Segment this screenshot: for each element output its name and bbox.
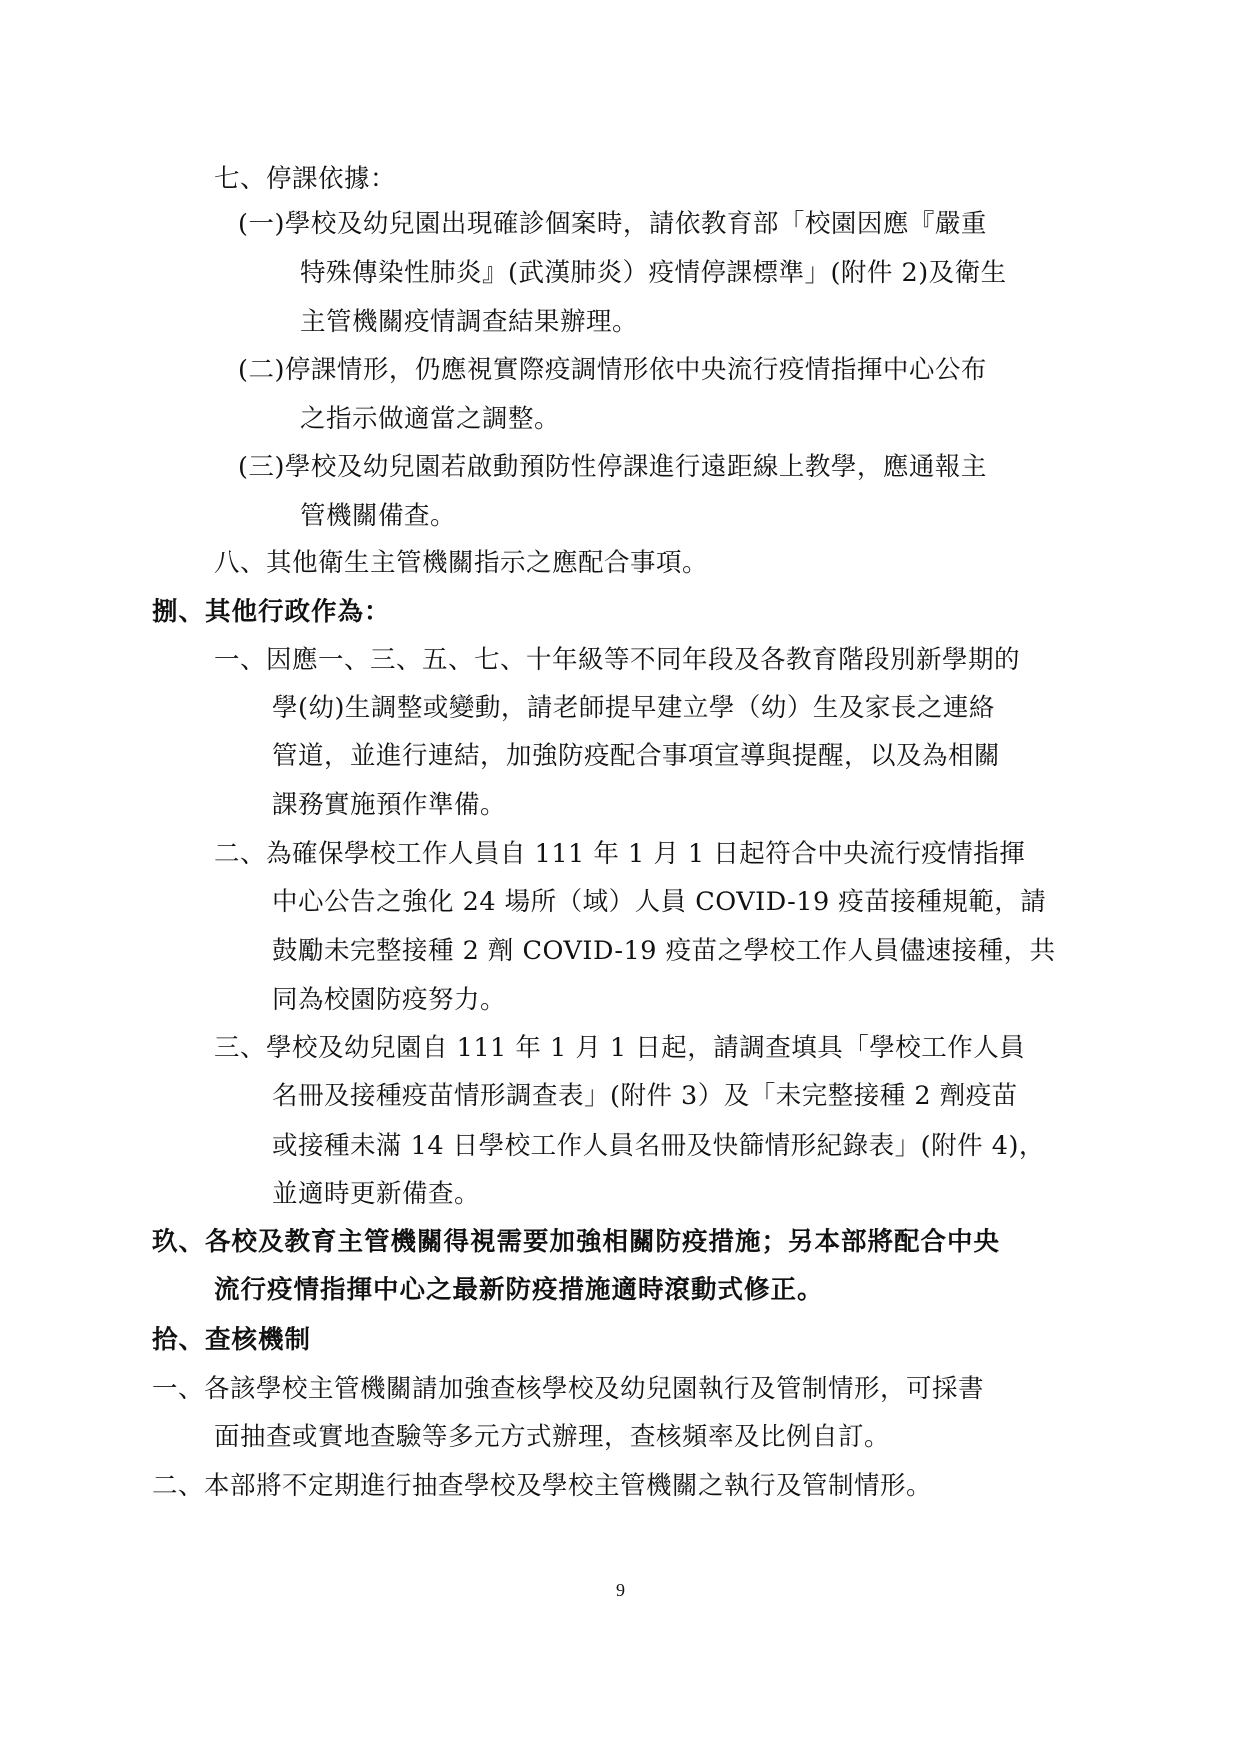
ch8-item2-line3: 鼓勵未完整接種 2 劑 COVID-19 疫苗之學校工作人員儘速接種，共 [272,936,1056,966]
page-number: 9 [616,1580,625,1600]
chapter-9-line2: 流行疫情指揮中心之最新防疫措施適時滾動式修正。 [214,1275,824,1305]
s7-item1-line1: (一)學校及幼兒園出現確診個案時，請依教育部「校園因應『嚴重 [238,209,987,239]
s7-item1-line3: 主管機關疫情調查結果辦理。 [300,307,639,337]
s7-item1-line2: 特殊傳染性肺炎』(武漢肺炎）疫情停課標準」(附件 2)及衛生 [300,258,1007,288]
section-7-heading: 七、停課依據： [214,164,397,194]
ch10-item1-line1: 一、各該學校主管機關請加強查核學校及幼兒園執行及管制情形，可採書 [152,1374,985,1404]
ch8-item1-line1: 一、因應一、三、五、七、十年級等不同年段及各教育階段別新學期的 [214,645,1021,675]
s7-item3-line2: 管機關備查。 [300,501,457,531]
chapter-8-heading: 捌、其他行政作為： [152,597,391,627]
s7-item2-line1: (二)停課情形，仍應視實際疫調情形依中央流行疫情指揮中心公布 [238,355,987,385]
ch8-item3-line4: 並適時更新備查。 [272,1179,481,1209]
ch10-item2-line1: 二、本部將不定期進行抽查學校及學校主管機關之執行及管制情形。 [152,1471,933,1501]
chapter-10-heading: 拾、查核機制 [152,1325,312,1355]
ch8-item3-line1: 三、學校及幼兒園自 111 年 1 月 1 日起，請調查填具「學校工作人員 [214,1033,1026,1063]
ch8-item3-line3: 或接種未滿 14 日學校工作人員名冊及快篩情形紀錄表」(附件 4)， [272,1131,1045,1161]
ch8-item2-line4: 同為校園防疫努力。 [272,985,507,1015]
s7-item3-line1: (三)學校及幼兒園若啟動預防性停課進行遠距線上教學，應通報主 [238,452,987,482]
ch8-item1-line2: 學(幼)生調整或變動，請老師提早建立學（幼）生及家長之連絡 [272,693,995,723]
ch8-item2-line1: 二、為確保學校工作人員自 111 年 1 月 1 日起符合中央流行疫情指揮 [214,839,1026,869]
ch8-item2-line2: 中心公告之強化 24 場所（域）人員 COVID-19 疫苗接種規範，請 [272,887,1047,917]
section-8-line: 八、其他衛生主管機關指示之應配合事項。 [214,548,709,578]
ch10-item1-line2: 面抽查或實地查驗等多元方式辦理，查核頻率及比例自訂。 [214,1422,891,1452]
ch8-item1-line4: 課務實施預作準備。 [272,790,507,820]
ch8-item3-line2: 名冊及接種疫苗情形調查表」(附件 3）及「未完整接種 2 劑疫苗 [272,1081,1018,1111]
chapter-9-line1: 玖、各校及教育主管機關得視需要加強相關防疫措施；另本部將配合中央 [152,1227,1001,1257]
s7-item2-line2: 之指示做適當之調整。 [300,404,561,434]
ch8-item1-line3: 管道，並進行連結，加強防疫配合事項宣導與提醒，以及為相關 [272,741,1001,771]
